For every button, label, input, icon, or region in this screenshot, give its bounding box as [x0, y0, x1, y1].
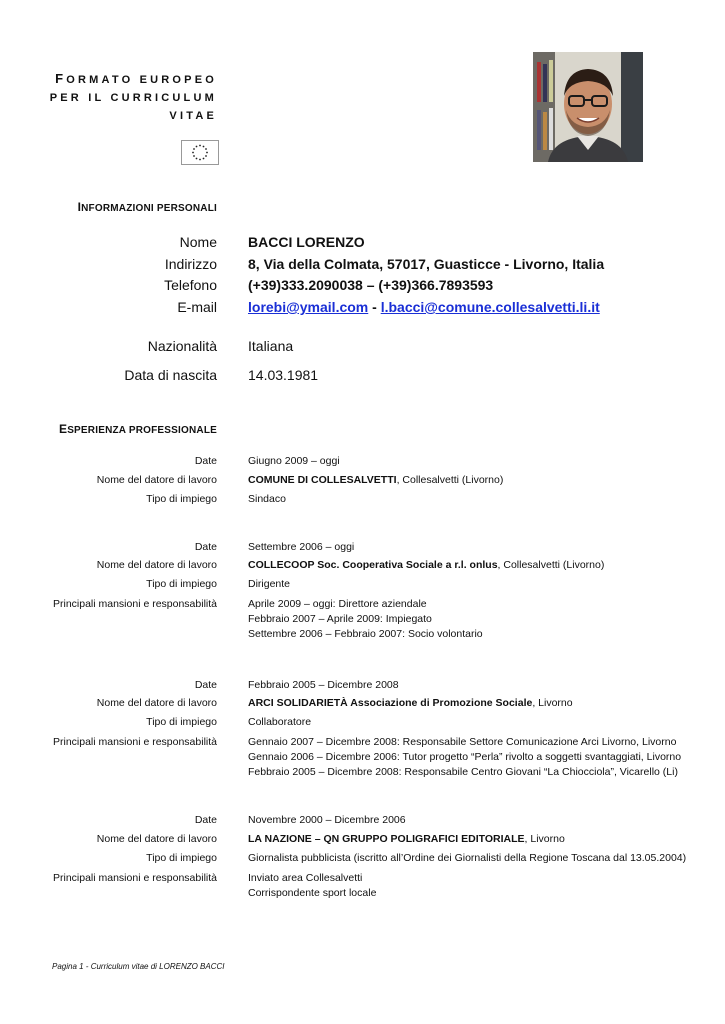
section-rest: NFORMAZIONI PERSONALI	[81, 203, 217, 214]
nationality-value: Italiana	[248, 338, 294, 354]
section-experience	[59, 422, 217, 436]
employer-name: COMUNE DI COLLESALVETTI	[248, 474, 397, 486]
job-employer	[248, 473, 503, 488]
job-employer-label: Nome del datore di lavoro	[96, 697, 217, 709]
job-employer-label: Nome del datore di lavoro	[96, 833, 217, 845]
nationality-label: Nazionalità	[147, 338, 217, 354]
format-title-line3: VITAE	[169, 110, 217, 122]
job-employer	[248, 558, 604, 573]
birth-label: Data di nascita	[124, 367, 217, 383]
job-date: Settembre 2006 – oggi	[248, 541, 355, 553]
duty-line: Settembre 2006 – Febbraio 2007: Socio volontario	[248, 628, 483, 640]
section-rest: SPERIENZA PROFESSIONALE	[67, 425, 217, 436]
format-title-cap: F	[55, 71, 67, 86]
job-duties-label: Principali mansioni e responsabilità	[52, 598, 217, 610]
duty-line: Inviato area Collesalvetti	[248, 872, 363, 884]
job-type: Sindaco	[248, 493, 286, 505]
job-type-label: Tipo di impiego	[146, 716, 217, 728]
duty-line: Febbraio 2005 – Dicembre 2008: Responsabile Centro Giovani “La Chiocciola”, Vicarello (Li)	[248, 766, 678, 778]
employer-name: ARCI SOLIDARIETÀ Associazione di Promozione Sociale	[248, 697, 533, 709]
duty-line: Corrispondente sport locale	[248, 887, 377, 899]
section-personal-info	[78, 200, 217, 214]
job-date-label: Date	[194, 541, 217, 553]
email-label: E-mail	[177, 299, 217, 315]
email-separator: -	[368, 299, 381, 315]
employer-location: , Livorno	[532, 697, 573, 709]
job-duties	[248, 871, 376, 901]
duty-line: Febbraio 2007 – Aprile 2009: Impiegato	[248, 613, 432, 625]
employer-location: , Collesalvetti (Livorno)	[396, 474, 504, 486]
job-duties	[248, 735, 681, 780]
format-title-line1: ORMATO EUROPEO	[66, 74, 217, 86]
section-cap: E	[58, 422, 68, 436]
email-value	[248, 299, 600, 315]
employer-name: LA NAZIONE – QN GRUPPO POLIGRAFICI EDITORIALE	[248, 833, 525, 845]
job-employer	[248, 696, 573, 711]
phone-value: (+39)333.2090038 – (+39)366.7893593	[248, 277, 494, 293]
job-duties-label: Principali mansioni e responsabilità	[52, 872, 217, 884]
name-value: BACCI LORENZO	[248, 234, 365, 250]
employer-location: , Livorno	[524, 833, 565, 845]
birth-value: 14.03.1981	[248, 367, 319, 383]
employer-location: , Collesalvetti (Livorno)	[497, 559, 605, 571]
job-employer-label: Nome del datore di lavoro	[96, 559, 217, 571]
cv-format-title	[17, 70, 217, 125]
address-label: Indirizzo	[164, 256, 217, 272]
email-link-1[interactable]: lorebi@ymail.com	[248, 299, 369, 315]
job-date: Giugno 2009 – oggi	[248, 455, 340, 467]
job-type-label: Tipo di impiego	[146, 578, 217, 590]
duty-line: Gennaio 2006 – Dicembre 2006: Tutor progetto “Perla” rivolto a soggetti svantaggiati, Livorno	[248, 751, 682, 763]
job-duties	[248, 597, 483, 642]
job-date-label: Date	[194, 455, 217, 467]
duty-line: Gennaio 2007 – Dicembre 2008: Responsabile Settore Comunicazione Arci Livorno, Livorno	[248, 736, 677, 748]
section-cap: I	[77, 200, 82, 214]
duty-line: Aprile 2009 – oggi: Direttore aziendale	[248, 598, 427, 610]
address-value: 8, Via della Colmata, 57017, Guasticce - Livorno, Italia	[248, 256, 605, 272]
job-duties-label: Principali mansioni e responsabilità	[52, 736, 217, 748]
format-title-line2: PER IL CURRICULUM	[49, 92, 217, 104]
page-footer: Pagina 1 - Curriculum vitae di LORENZO BACCI	[52, 962, 225, 971]
job-date-label: Date	[194, 814, 217, 826]
job-employer	[248, 832, 565, 847]
job-type: Collaboratore	[248, 716, 312, 728]
job-date: Febbraio 2005 – Dicembre 2008	[248, 679, 399, 691]
phone-label: Telefono	[164, 277, 217, 293]
email-link-2[interactable]: l.bacci@comune.collesalvetti.li.it	[380, 299, 600, 315]
employer-name: COLLECOOP Soc. Cooperativa Sociale a r.l. onlus	[248, 559, 498, 571]
profile-photo	[533, 52, 643, 162]
job-type: Giornalista pubblicista (iscritto all’Ordine dei Giornalisti della Regione Toscana dal 13.05.2004)	[248, 852, 687, 864]
job-employer-label: Nome del datore di lavoro	[96, 474, 217, 486]
job-date-label: Date	[194, 679, 217, 691]
job-type-label: Tipo di impiego	[146, 852, 217, 864]
job-type: Dirigente	[248, 578, 291, 590]
eu-flag-icon	[181, 140, 219, 165]
job-type-label: Tipo di impiego	[146, 493, 217, 505]
name-label: Nome	[179, 234, 217, 250]
job-date: Novembre 2000 – Dicembre 2006	[248, 814, 406, 826]
